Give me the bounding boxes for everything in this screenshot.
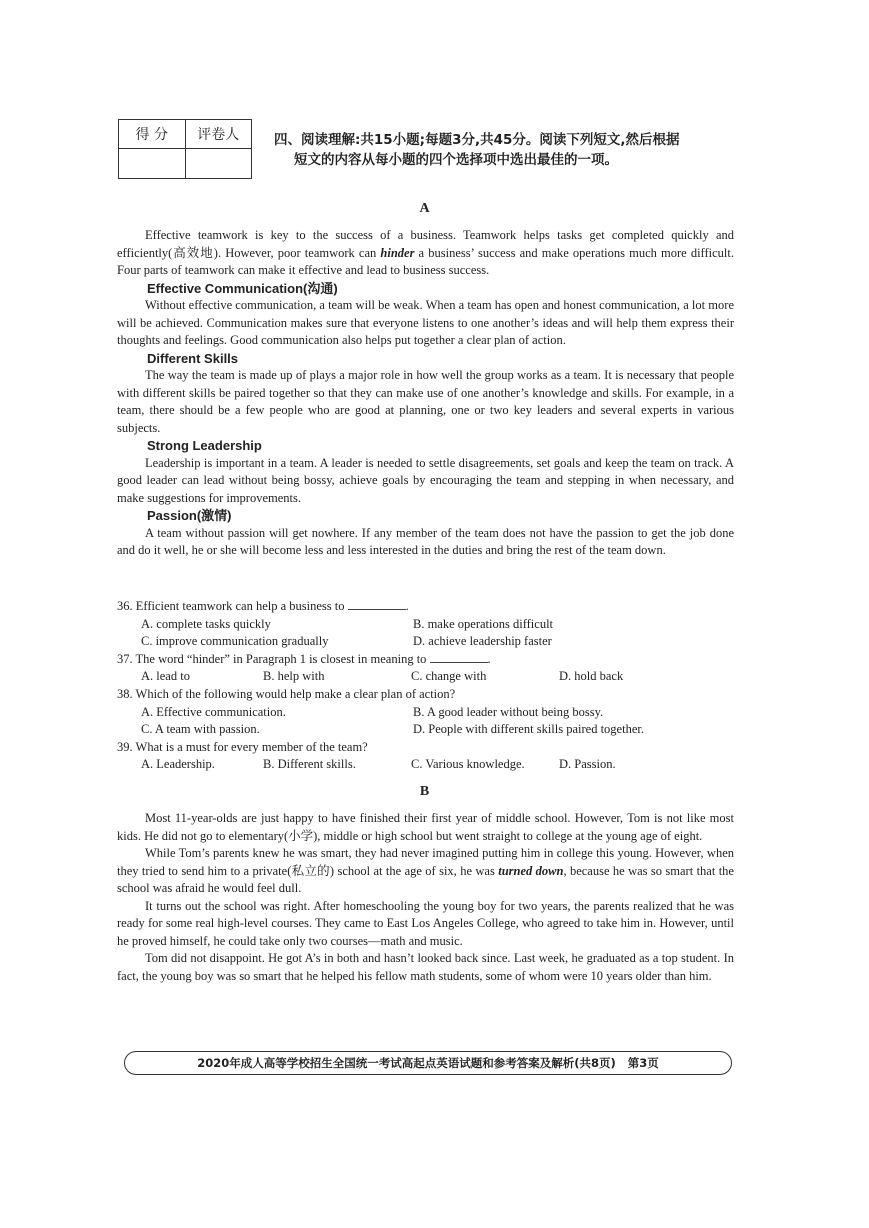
passage-a-paragraph-1 [117,227,734,280]
heading-strong-leadership: Strong Leadership [147,438,262,453]
q39-option-b[interactable]: B. Different skills. [263,757,356,772]
q36-option-b[interactable]: B. make operations difficult [413,616,554,631]
footer-title: 2020年成人高等学校招生全国统一考试高起点英语试题和参考答案及解析(共8页) [197,1056,616,1070]
q38-option-a[interactable]: A. Effective communication. [141,704,286,719]
q37-options [117,668,734,686]
question-38: 38. Which of the following would help make a clear plan of action? [117,686,456,701]
p1-text-start: Effective teamwork is key to the success of a business. Teamwork helps tasks get completed quickly and efficiently(高效地). However, poor teamwork can [117,228,734,260]
page-footer [124,1051,732,1075]
q39-option-d[interactable]: D. Passion. [559,757,616,772]
turned-down-phrase: turned down [498,863,564,878]
section-header-line2: 短文的内容从每小题的四个选择项中选出最佳的一项。 [294,152,618,168]
passage-b-paragraph-3: It turns out the school was right. After homeschooling the young boy for two years, the parents realized that he was ready for some real high-level courses. They came to East Los Angeles College, who agreed to take him in. However, until he proved himself, he could take only two courses—math and music. [117,898,734,948]
page-number: 第3页 [627,1056,659,1070]
passage-a-paragraph-4: Leadership is important in a team. A leader is needed to settle disagreements, set goals and keep the team on track. A good leader can lead without being bossy, achieve goals by encouraging the team and stepping in when necessary, and make suggestions for improvements. [117,455,734,505]
section-header [274,130,744,170]
q37-option-a[interactable]: A. lead to [141,669,190,684]
hinder-word: hinder [380,245,415,260]
q37-option-b[interactable]: B. help with [263,669,325,684]
passage-a-paragraph-2: Without effective communication, a team will be weak. When a team has open and honest communication, a lot more will be achieved. Communication makes sure that everyone listens to one another’s ideas and will help them express their thoughts and feelings. Good communication also helps put together a clear plan of action. [117,298,734,347]
heading-different-skills: Different Skills [147,350,239,366]
p2-text-end: , because he was so smart that the school was afraid he would feel dull. [117,863,734,895]
score-box [118,119,252,179]
section-header-line1: 四、阅读理解:共15小题;每题3分,共45分。阅读下列短文,然后根据 [274,132,680,148]
q38-options-row2 [117,721,734,739]
heading-passion: Passion(激情) [147,508,232,523]
passage-b-paragraph-2 [117,845,734,898]
score-label: 得 分 [135,127,168,143]
question-36: 36. Efficient teamwork can help a business to . [117,599,409,613]
passage-b-paragraph-1: Most 11-year-olds are just happy to have finished their first year of middle school. However, Tom is not like most kids. He did not go to elementary(小学), middle or high school but went straight to college at the young age of eight. [117,811,734,843]
passage-b-paragraph-4: Tom did not disappoint. He got A’s in both and hasn’t looked back since. Last week, he graduated as a top student. In fact, the young boy was so smart that he helped his fellow math students, some of whom were 10 years older than him. [117,951,734,983]
q36-option-c[interactable]: C. improve communication gradually [141,634,329,649]
q36-option-d[interactable]: D. achieve leadership faster [413,634,552,649]
grader-label: 评卷人 [185,120,252,148]
question-39: 39. What is a must for every member of the team? [117,739,368,754]
q37-option-d[interactable]: D. hold back [559,669,624,684]
answer-blank [430,651,488,663]
passage-a-letter: A [419,201,430,216]
grader-field[interactable] [185,149,252,178]
q39-options [117,756,734,774]
q39-option-c[interactable]: C. Various knowledge. [411,757,525,772]
heading-effective-communication: Effective Communication(沟通) [147,280,338,296]
q36-options-row1 [117,616,734,634]
passage-b-letter: B [419,784,430,799]
questions-36-39 [117,598,734,774]
passage-a-paragraph-5: A team without passion will get nowhere. If any member of the team does not have the passion to get the job done and do it well, he or she will become less and less interested in the duties and bring the rest of the team down. [117,525,734,557]
q36-option-a[interactable]: A. complete tasks quickly [141,616,271,631]
q36-options-row2 [117,633,734,651]
question-37: 37. The word “hinder” in Paragraph 1 is closest in meaning to . [117,651,491,666]
q39-option-a[interactable]: A. Leadership. [141,757,215,772]
passage-a-paragraph-3: The way the team is made up of plays a major role in how well the group works as a team. It is necessary that people with different skills be paired together so that they can make use of one another’s knowledge and skills. For example, in a team, there should be a few people who are good at planning, one or two key leaders and several experts in various subjects. [117,368,734,435]
q38-options-row1 [117,704,734,722]
q38-option-b[interactable]: B. A good leader without being bossy. [413,704,604,719]
q38-option-c[interactable]: C. A team with passion. [141,722,260,737]
q37-option-c[interactable]: C. change with [411,669,487,684]
p2-text-start: While Tom’s parents knew he was smart, they had never imagined putting him in college this young. However, when they tried to send him to a private(私立的) school at the age of six, he was [117,846,734,878]
p1-text-end: a business’ success and make operations much more difficult. Four parts of teamwork can make it effective and lead to business success. [117,245,734,277]
q38-option-d[interactable]: D. People with different skills paired together. [413,722,644,737]
passage-a [117,227,734,560]
score-field[interactable] [119,149,185,178]
answer-blank [348,598,406,610]
passage-b [117,810,734,985]
q36-stem: 36. Efficient teamwork can help a business to [117,599,345,613]
q37-stem: 37. The word “hinder” in Paragraph 1 is closest in meaning to [117,651,427,666]
